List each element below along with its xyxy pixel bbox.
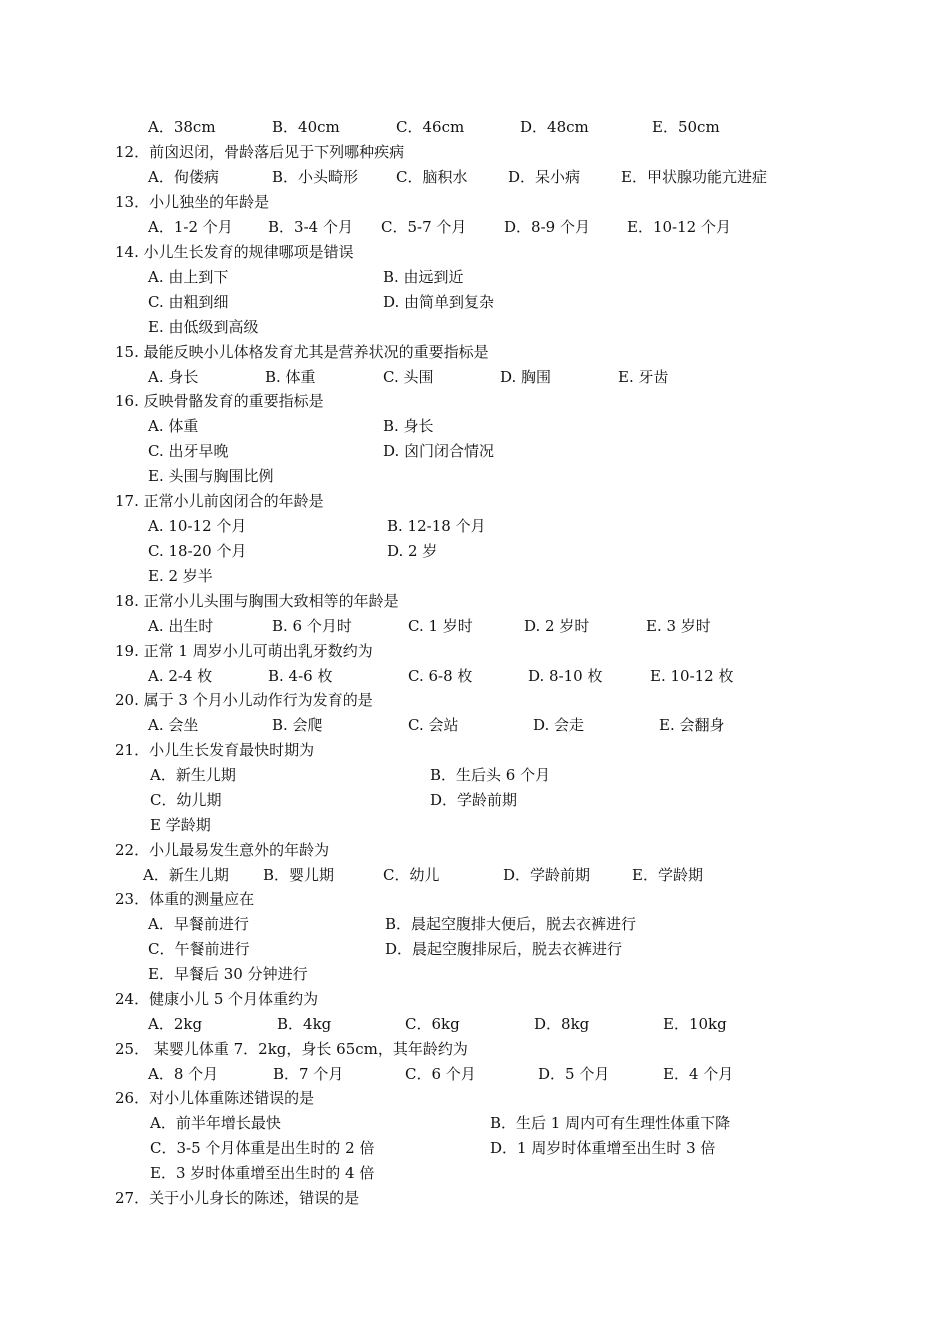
option-d: D．8kg	[534, 1015, 590, 1033]
question-stem: 14. 小儿生长发育的规律哪项是错误	[115, 243, 354, 261]
option-d: D．5 个月	[538, 1065, 610, 1083]
option-b: B．生后头 6 个月	[430, 766, 551, 784]
option-b: B．4kg	[277, 1015, 332, 1033]
question-stem: 16. 反映骨骼发育的重要指标是	[115, 392, 324, 410]
option-c: C．3-5 个月体重是出生时的 2 倍	[150, 1139, 375, 1157]
option-b: B．3-4 个月	[268, 218, 353, 236]
option-a: A. 10-12 个月	[148, 517, 247, 535]
question-stem: 19. 正常 1 周岁小儿可萌出乳牙数约为	[115, 642, 373, 660]
option-a: A. 身长	[148, 368, 199, 386]
option-d: D．1 周岁时体重增至出生时 3 倍	[490, 1139, 716, 1157]
option-b: B．生后 1 周内可有生理性体重下降	[490, 1114, 731, 1132]
option-d: D. 8-10 枚	[528, 667, 603, 685]
option-b: B. 4-6 枚	[268, 667, 333, 685]
option-a: A．佝偻病	[148, 168, 219, 186]
option-a: A．8 个月	[148, 1065, 219, 1083]
option-a: A．1-2 个月	[148, 218, 233, 236]
option-a: A．2kg	[148, 1015, 203, 1033]
option-a: A．前半年增长最快	[150, 1114, 281, 1132]
option-d: D．晨起空腹排尿后，脱去衣裤进行	[385, 940, 623, 958]
option-c: C. 18-20 个月	[148, 542, 247, 560]
option-b: B. 会爬	[272, 716, 323, 734]
option-e: E. 由低级到高级	[148, 318, 259, 336]
option-d: D．48cm	[520, 118, 589, 136]
option-d: D. 由简单到复杂	[383, 293, 495, 311]
option-a: A．新生儿期	[143, 866, 229, 884]
option-e: E．50cm	[652, 118, 720, 136]
option-d: D. 2 岁时	[524, 617, 590, 635]
question-stem: 26．对小儿体重陈述错误的是	[115, 1089, 315, 1107]
option-a: A．早餐前进行	[148, 915, 249, 933]
option-e: E 学龄期	[150, 816, 211, 834]
option-d: D. 囟门闭合情况	[383, 442, 495, 460]
option-b: B. 身长	[383, 417, 434, 435]
question-stem: 15. 最能反映小儿体格发育尤其是营养状况的重要指标是	[115, 343, 489, 361]
option-e: E．4 个月	[663, 1065, 734, 1083]
option-c: C．6 个月	[405, 1065, 476, 1083]
option-d: D．8-9 个月	[504, 218, 590, 236]
option-d: D. 会走	[533, 716, 585, 734]
option-c: C. 6-8 枚	[408, 667, 473, 685]
question-stem: 24．健康小儿 5 个月体重约为	[115, 990, 319, 1008]
option-e: E. 会翻身	[659, 716, 725, 734]
option-a: A．新生儿期	[150, 766, 236, 784]
option-b: B. 6 个月时	[272, 617, 352, 635]
option-b: B. 体重	[265, 368, 316, 386]
option-d: D．呆小病	[508, 168, 581, 186]
option-c: C．5-7 个月	[381, 218, 467, 236]
option-c: C. 出牙早晚	[148, 442, 229, 460]
option-c: C. 由粗到细	[148, 293, 229, 311]
question-stem: 13．小儿独坐的年龄是	[115, 193, 270, 211]
option-c: C. 头围	[383, 368, 434, 386]
question-stem: 22．小儿最易发生意外的年龄为	[115, 841, 330, 859]
option-e: E. 牙齿	[618, 368, 669, 386]
option-e: E．学龄期	[632, 866, 703, 884]
option-e: E. 10-12 枚	[650, 667, 734, 685]
question-stem: 23．体重的测量应在	[115, 890, 255, 908]
option-e: E. 2 岁半	[148, 567, 213, 585]
option-b: B. 由远到近	[383, 268, 464, 286]
option-b: B．7 个月	[273, 1065, 344, 1083]
option-a: A. 2-4 枚	[148, 667, 213, 685]
option-b: B．晨起空腹排大便后，脱去衣裤进行	[385, 915, 637, 933]
question-stem: 25． 某婴儿体重 7．2kg，身长 65cm，其年龄约为	[115, 1040, 468, 1058]
option-c: C．6kg	[405, 1015, 460, 1033]
question-stem: 12．前囟迟闭，骨龄落后见于下列哪种疾病	[115, 143, 405, 161]
question-stem: 17. 正常小儿前囟闭合的年龄是	[115, 492, 324, 510]
option-c: C．午餐前进行	[148, 940, 250, 958]
option-d: D. 2 岁	[387, 542, 438, 560]
option-c: C．46cm	[396, 118, 465, 136]
option-b: B．婴儿期	[263, 866, 335, 884]
option-c: C. 1 岁时	[408, 617, 473, 635]
option-a: A. 体重	[148, 417, 199, 435]
option-e: E．3 岁时体重增至出生时的 4 倍	[150, 1164, 375, 1182]
option-c: C．脑积水	[396, 168, 468, 186]
option-a: A．38cm	[148, 118, 216, 136]
option-a: A. 出生时	[148, 617, 214, 635]
option-a: A. 由上到下	[148, 268, 229, 286]
option-d: D．学龄前期	[430, 791, 518, 809]
option-e: E．早餐后 30 分钟进行	[148, 965, 308, 983]
option-d: D．学龄前期	[503, 866, 591, 884]
option-c: C．幼儿期	[150, 791, 222, 809]
question-stem: 18. 正常小儿头围与胸围大致相等的年龄是	[115, 592, 399, 610]
question-stem: 20. 属于 3 个月小儿动作行为发育的是	[115, 691, 373, 709]
option-e: E．甲状腺功能亢进症	[621, 168, 767, 186]
option-e: E．10kg	[663, 1015, 727, 1033]
option-b: B．40cm	[272, 118, 340, 136]
option-b: B．小头畸形	[272, 168, 359, 186]
question-stem: 27．关于小儿身长的陈述，错误的是	[115, 1189, 360, 1207]
option-c: C. 会站	[408, 716, 459, 734]
option-e: E. 头围与胸围比例	[148, 467, 274, 485]
question-stem: 21．小儿生长发育最快时期为	[115, 741, 315, 759]
option-c: C．幼儿	[383, 866, 440, 884]
option-d: D. 胸围	[500, 368, 552, 386]
option-e: E．10-12 个月	[627, 218, 731, 236]
option-a: A. 会坐	[148, 716, 199, 734]
option-b: B. 12-18 个月	[387, 517, 486, 535]
option-e: E. 3 岁时	[646, 617, 711, 635]
